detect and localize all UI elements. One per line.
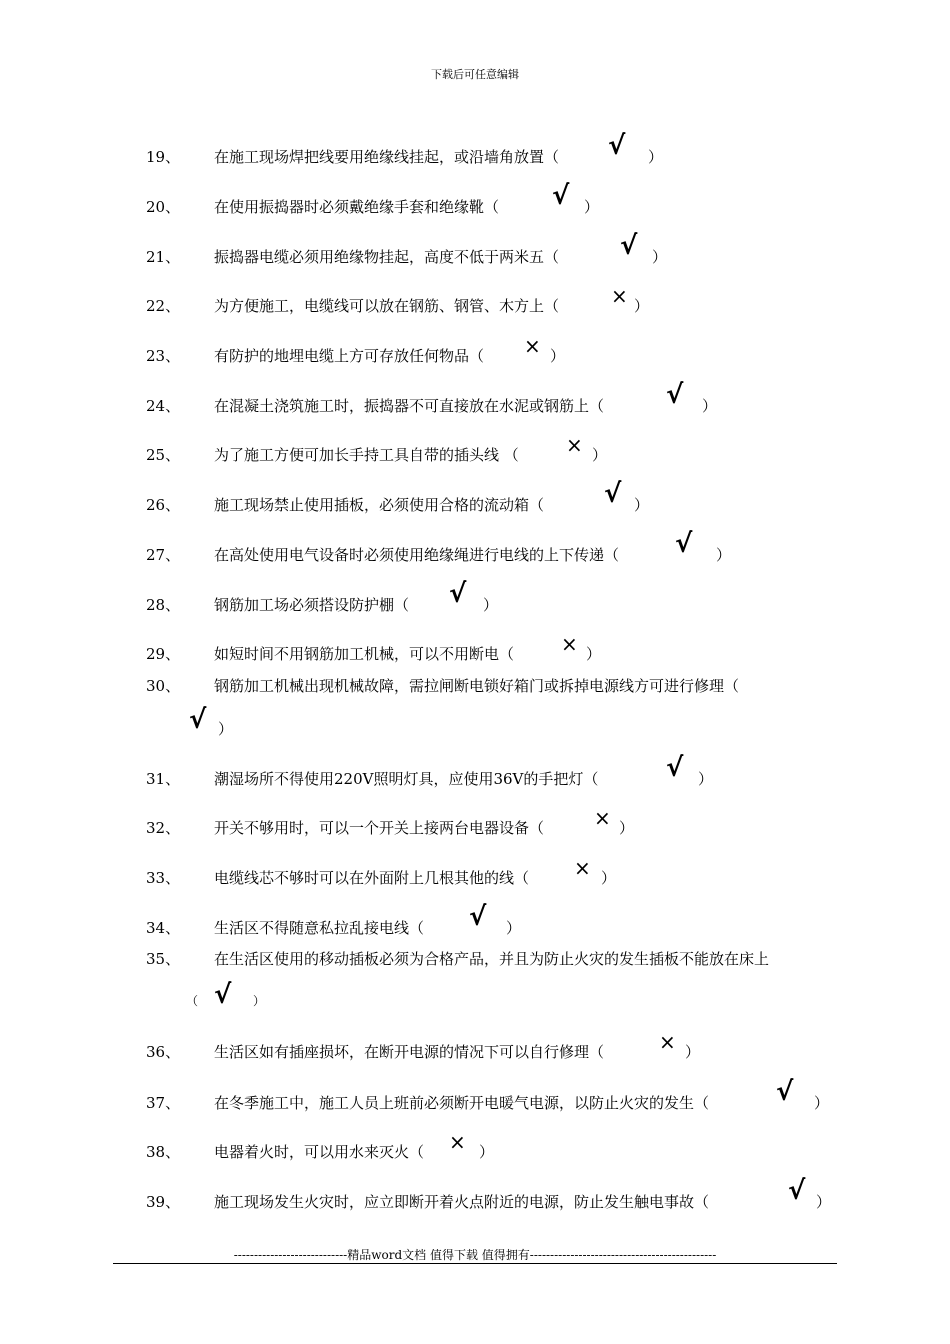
item-close-paren: ） (702, 397, 718, 415)
item-text: 在使用振捣器时必须戴绝缘手套和绝缘靴（ (214, 198, 500, 216)
item-close-paren: ） (816, 1193, 832, 1211)
cross-icon: × (611, 284, 628, 308)
item-text: 钢筋加工场必须搭设防护棚（ (214, 596, 410, 614)
item-text: 在高处使用电气设备时必须使用绝缘绳进行电线的上下传递（ (214, 546, 620, 564)
item-close-paren: ） (634, 297, 650, 315)
item-text: 潮湿场所不得使用220V照明灯具，应使用36V的手把灯（ (214, 770, 599, 788)
item-number: 25、 (146, 446, 181, 464)
item-number: 23、 (146, 347, 181, 365)
item-number: 32、 (146, 819, 181, 837)
item-close-paren: ） (586, 645, 602, 663)
item-text: 在冬季施工中，施工人员上班前必须断开电暖气电源，以防止火灾的发生（ (214, 1094, 710, 1112)
item-close-paren: ） (253, 994, 266, 1008)
item-number: 37、 (146, 1094, 181, 1112)
check-icon: √ (469, 902, 487, 932)
item-text: 有防护的地埋电缆上方可存放任何物品（ (214, 347, 485, 365)
item-close-paren: ） (698, 770, 714, 788)
check-icon: √ (604, 479, 622, 509)
item-number: 24、 (146, 397, 181, 415)
item-number: 21、 (146, 248, 181, 266)
item-number: 30、 (146, 677, 181, 695)
item-text: 施工现场发生火灾时，应立即断开着火点附近的电源，防止发生触电事故（ (214, 1193, 710, 1211)
item-close-paren: ） (685, 1043, 701, 1061)
check-icon: √ (666, 380, 684, 410)
item-text: 为了施工方便可加长手持工具自带的插头线 （ (214, 446, 519, 464)
item-number: 33、 (146, 869, 181, 887)
item-text: 生活区如有插座损坏，在断开电源的情况下可以自行修理（ (214, 1043, 605, 1061)
check-icon: √ (620, 231, 638, 261)
item-open-paren: （ (186, 994, 199, 1008)
item-text: 电缆线芯不够时可以在外面附上几根其他的线（ (214, 869, 530, 887)
item-close-paren: ） (479, 1143, 495, 1161)
item-number: 26、 (146, 496, 181, 514)
item-number: 39、 (146, 1193, 181, 1211)
check-icon: √ (776, 1077, 794, 1107)
check-icon: √ (449, 579, 467, 609)
page-header: 下载后可任意编辑 (431, 68, 519, 81)
item-number: 27、 (146, 546, 181, 564)
item-close-paren: ） (648, 148, 664, 166)
check-icon: √ (189, 705, 207, 735)
item-close-paren: ） (814, 1094, 830, 1112)
item-close-paren: ） (592, 446, 608, 464)
item-number: 29、 (146, 645, 181, 663)
item-close-paren: ） (550, 347, 566, 365)
item-close-paren: ） (601, 869, 617, 887)
item-text: 为方便施工，电缆线可以放在钢筋、钢管、木方上（ (214, 297, 560, 315)
item-text: 开关不够用时，可以一个开关上接两台电器设备（ (214, 819, 545, 837)
item-close-paren: ） (218, 720, 234, 738)
cross-icon: × (566, 433, 583, 457)
check-icon: √ (214, 980, 232, 1010)
cross-icon: × (524, 334, 541, 358)
item-number: 38、 (146, 1143, 181, 1161)
item-number: 36、 (146, 1043, 181, 1061)
item-close-paren: ） (634, 496, 650, 514)
item-close-paren: ） (483, 596, 499, 614)
cross-icon: × (561, 632, 578, 656)
item-text: 如短时间不用钢筋加工机械，可以不用断电（ (214, 645, 515, 663)
footer-rule (113, 1263, 837, 1264)
cross-icon: × (659, 1030, 676, 1054)
item-text: 电器着火时，可以用水来灭火（ (214, 1143, 425, 1161)
check-icon: √ (788, 1176, 806, 1206)
check-icon: √ (675, 529, 693, 559)
check-icon: √ (552, 181, 570, 211)
item-number: 34、 (146, 919, 181, 937)
item-number: 28、 (146, 596, 181, 614)
item-number: 22、 (146, 297, 181, 315)
cross-icon: × (574, 856, 591, 880)
item-number: 31、 (146, 770, 181, 788)
item-text: 生活区不得随意私拉乱接电线（ (214, 919, 425, 937)
item-text: 钢筋加工机械出现机械故障，需拉闸断电锁好箱门或拆掉电源线方可进行修理（ (214, 677, 740, 695)
item-close-paren: ） (506, 919, 522, 937)
item-number: 19、 (146, 148, 181, 166)
item-text: 振捣器电缆必须用绝缘物挂起，高度不低于两米五（ (214, 248, 560, 266)
item-close-paren: ） (716, 546, 732, 564)
item-number: 20、 (146, 198, 181, 216)
cross-icon: × (594, 806, 611, 830)
item-close-paren: ） (584, 198, 600, 216)
cross-icon: × (449, 1130, 466, 1154)
item-close-paren: ） (619, 819, 635, 837)
item-text: 在施工现场焊把线要用绝缘线挂起，或沿墙角放置（ (214, 148, 560, 166)
check-icon: √ (666, 753, 684, 783)
item-text: 在混凝土浇筑施工时，振捣器不可直接放在水泥或钢筋上（ (214, 397, 605, 415)
page-footer: ----------------------------精品word文档 值得下载 值得拥有---------------------------------------------- (233, 1248, 717, 1262)
item-text: 施工现场禁止使用插板，必须使用合格的流动箱（ (214, 496, 545, 514)
item-number: 35、 (146, 950, 181, 968)
item-close-paren: ） (652, 248, 668, 266)
check-icon: √ (608, 131, 626, 161)
item-text: 在生活区使用的移动插板必须为合格产品，并且为防止火灾的发生插板不能放在床上 (214, 950, 770, 968)
